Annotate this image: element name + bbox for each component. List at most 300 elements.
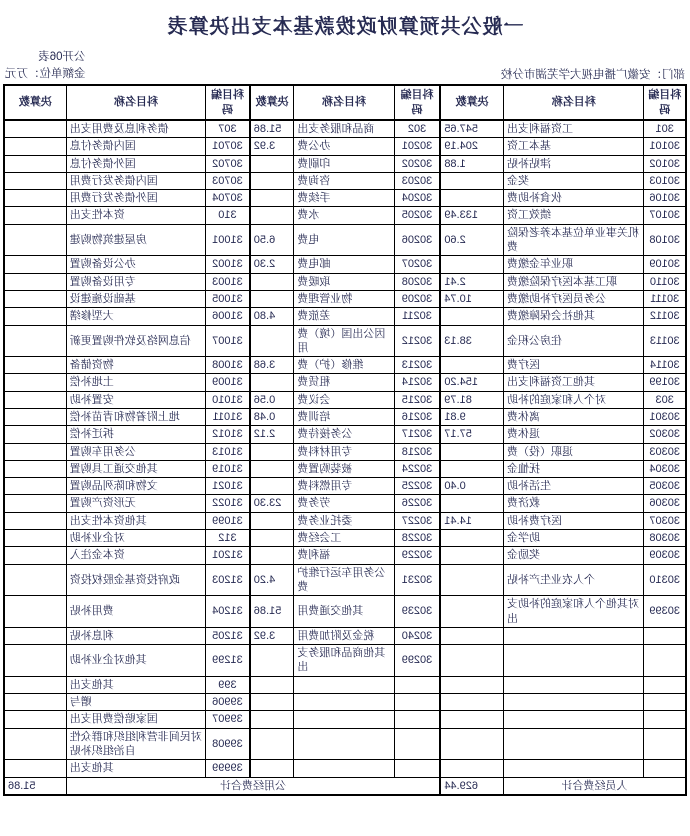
name-cell: 对其他个人和家庭的补助支出	[503, 596, 643, 628]
code-cell: 310	[206, 207, 250, 224]
code-cell: 31007	[206, 325, 250, 357]
value-cell: 2.12	[250, 426, 294, 443]
code-cell: 31005	[206, 290, 250, 307]
code-cell: 30304	[644, 460, 686, 477]
name-cell: 退休费	[503, 426, 643, 443]
name-cell: 其他支出	[66, 676, 205, 693]
name-cell: 培训费	[294, 408, 394, 425]
value-cell: 2.41	[440, 273, 503, 290]
value-cell: 4.20	[250, 564, 294, 596]
code-cell: 30302	[644, 426, 686, 443]
name-cell: 国外债务发行费用	[66, 190, 205, 207]
name-cell: 租赁费	[294, 374, 394, 391]
code-cell: 31201	[206, 547, 250, 564]
value-cell	[4, 711, 66, 728]
budget-table	[3, 84, 687, 795]
name-cell: 物资储备	[66, 357, 205, 374]
value-cell	[440, 190, 503, 207]
table-row	[4, 478, 686, 495]
name-cell: 水费	[294, 207, 394, 224]
code-cell: 30231	[394, 564, 440, 596]
name-cell: 公务员医疗补助缴费	[503, 290, 643, 307]
table-row	[4, 120, 686, 138]
name-cell: 其他工资福利支出	[503, 374, 643, 391]
code-cell: 30301	[644, 408, 686, 425]
value-cell	[250, 273, 294, 290]
value-cell	[440, 357, 503, 374]
table-row	[4, 728, 686, 760]
name-cell: 被装购置费	[294, 460, 394, 477]
name-cell: 咨询费	[294, 172, 394, 189]
code-cell: 301	[644, 120, 686, 138]
code-cell: 30702	[206, 155, 250, 172]
name-cell	[294, 676, 394, 693]
table-body	[4, 120, 686, 777]
table-row	[4, 273, 686, 290]
name-cell: 公务用车运行维护费	[294, 564, 394, 596]
table-row	[4, 325, 686, 357]
name-cell: 国内债务发行费用	[66, 172, 205, 189]
code-cell: 30240	[394, 627, 440, 644]
code-cell: 31009	[206, 374, 250, 391]
value-cell	[250, 155, 294, 172]
code-cell: 30228	[394, 530, 440, 547]
value-cell	[440, 547, 503, 564]
value-cell	[4, 207, 66, 224]
name-cell: 生活补助	[503, 478, 643, 495]
value-cell	[440, 760, 503, 777]
name-cell: 办公费	[294, 138, 394, 155]
table-row	[4, 155, 686, 172]
name-cell: 福利费	[294, 547, 394, 564]
code-cell: 30215	[394, 391, 440, 408]
name-cell: 因公出国（境）费用	[294, 325, 394, 357]
value-cell	[4, 290, 66, 307]
value-cell	[440, 627, 503, 644]
name-cell: 医疗费	[503, 357, 643, 374]
code-cell: 31002	[206, 256, 250, 273]
code-cell: 30207	[394, 256, 440, 273]
public-total-value: 51.86	[4, 777, 66, 795]
code-cell: 30106	[644, 190, 686, 207]
value-cell	[250, 190, 294, 207]
code-cell: 30309	[644, 547, 686, 564]
name-cell: 其他交通费用	[294, 596, 394, 628]
table-row	[4, 596, 686, 628]
value-cell: 133.49	[440, 207, 503, 224]
name-cell: 信息网络及软件购置更新	[66, 325, 205, 357]
name-cell: 税金及附加费用	[294, 627, 394, 644]
code-cell: 30310	[644, 564, 686, 596]
code-cell	[644, 627, 686, 644]
value-cell: 51.86	[250, 596, 294, 628]
code-cell: 30102	[644, 155, 686, 172]
name-cell: 职工基本医疗保险缴费	[503, 273, 643, 290]
code-cell	[394, 760, 440, 777]
value-cell	[250, 645, 294, 677]
name-cell: 退职（役）费	[503, 443, 643, 460]
value-cell	[250, 172, 294, 189]
table-row	[4, 512, 686, 529]
code-cell: 30214	[394, 374, 440, 391]
code-cell: 30217	[394, 426, 440, 443]
name-cell: 奖金	[503, 172, 643, 189]
column-header-name: 科目名称	[503, 85, 643, 120]
header-row	[4, 85, 686, 120]
code-cell: 30704	[206, 190, 250, 207]
column-header-amount: 决算数	[440, 85, 503, 120]
value-cell: 3.92	[250, 627, 294, 644]
name-cell: 债务利息及费用支出	[66, 120, 205, 138]
value-cell	[4, 547, 66, 564]
value-cell	[4, 627, 66, 644]
code-cell: 30112	[644, 308, 686, 325]
value-cell: 38.13	[440, 325, 503, 357]
code-cell: 30203	[394, 172, 440, 189]
value-cell	[250, 512, 294, 529]
code-cell: 30226	[394, 495, 440, 512]
code-cell: 30212	[394, 325, 440, 357]
table-row	[4, 357, 686, 374]
name-cell: 伙食补助费	[503, 190, 643, 207]
code-cell	[394, 676, 440, 693]
code-cell	[394, 728, 440, 760]
value-cell: 2.30	[250, 256, 294, 273]
value-cell	[250, 325, 294, 357]
code-cell: 30303	[644, 443, 686, 460]
value-cell	[4, 512, 66, 529]
column-header-code: 科目编码	[644, 85, 686, 120]
table-row	[4, 460, 686, 477]
name-cell: 职业年金缴费	[503, 256, 643, 273]
value-cell	[4, 728, 66, 760]
name-cell: 工资福利支出	[503, 120, 643, 138]
column-header-amount: 决算数	[4, 85, 66, 120]
value-cell	[4, 190, 66, 207]
value-cell	[4, 120, 66, 138]
value-cell	[250, 478, 294, 495]
value-cell	[4, 357, 66, 374]
department-label: 部门：安徽广播电视大学芜湖市分校	[501, 69, 685, 82]
name-cell: 大型修缮	[66, 308, 205, 325]
code-cell: 302	[394, 120, 440, 138]
value-cell	[4, 155, 66, 172]
code-cell: 30211	[394, 308, 440, 325]
value-cell	[440, 495, 503, 512]
value-cell	[440, 172, 503, 189]
table-row	[4, 207, 686, 224]
name-cell: 政府投资基金股权投资	[66, 564, 205, 596]
code-cell: 30206	[394, 224, 440, 256]
name-cell: 办公设备购置	[66, 256, 205, 273]
table-row	[4, 408, 686, 425]
name-cell: 助学金	[503, 530, 643, 547]
name-cell	[294, 760, 394, 777]
value-cell: 0.48	[250, 408, 294, 425]
code-cell: 31003	[206, 273, 250, 290]
code-cell: 30701	[206, 138, 250, 155]
name-cell	[503, 645, 643, 677]
code-cell: 30201	[394, 138, 440, 155]
name-cell: 委托业务费	[294, 512, 394, 529]
value-cell	[4, 224, 66, 256]
name-cell: 其他对企业补助	[66, 645, 205, 677]
value-cell	[4, 478, 66, 495]
code-cell: 31099	[206, 512, 250, 529]
table-row	[4, 645, 686, 677]
name-cell: 邮电费	[294, 256, 394, 273]
value-cell	[250, 711, 294, 728]
code-cell: 31019	[206, 460, 250, 477]
name-cell	[503, 676, 643, 693]
code-cell	[644, 760, 686, 777]
name-cell: 差旅费	[294, 308, 394, 325]
code-cell: 31022	[206, 495, 250, 512]
code-cell: 30101	[644, 138, 686, 155]
code-cell: 31203	[206, 564, 250, 596]
column-header-amount: 决算数	[250, 85, 294, 120]
value-cell	[4, 564, 66, 596]
column-header-code: 科目编码	[206, 85, 250, 120]
name-cell	[503, 711, 643, 728]
code-cell: 30703	[206, 172, 250, 189]
value-cell	[4, 391, 66, 408]
name-cell: 救济费	[503, 495, 643, 512]
code-cell: 31011	[206, 408, 250, 425]
code-cell: 30109	[644, 256, 686, 273]
name-cell: 住房公积金	[503, 325, 643, 357]
name-cell: 资本性支出	[66, 207, 205, 224]
name-cell: 绩效工资	[503, 207, 643, 224]
name-cell: 专用材料费	[294, 443, 394, 460]
value-cell	[4, 408, 66, 425]
value-cell: 1.88	[440, 155, 503, 172]
code-cell: 30213	[394, 357, 440, 374]
value-cell	[4, 426, 66, 443]
name-cell: 工会经费	[294, 530, 394, 547]
unit-label: 金额单位：万元	[5, 67, 86, 80]
code-cell: 307	[206, 120, 250, 138]
value-cell	[4, 460, 66, 477]
name-cell: 费用补贴	[66, 596, 205, 628]
name-cell: 专用设备购置	[66, 273, 205, 290]
name-cell: 维修（护）费	[294, 357, 394, 374]
code-cell: 30205	[394, 207, 440, 224]
name-cell: 专用燃料费	[294, 478, 394, 495]
table-row	[4, 172, 686, 189]
code-cell: 30299	[394, 645, 440, 677]
value-cell: 204.19	[440, 138, 503, 155]
name-cell	[294, 711, 394, 728]
value-cell	[250, 290, 294, 307]
table-row	[4, 694, 686, 711]
name-cell: 其他交通工具购置	[66, 460, 205, 477]
code-cell: 30306	[644, 495, 686, 512]
value-cell: 2.60	[440, 224, 503, 256]
table-row	[4, 443, 686, 460]
table-row	[4, 308, 686, 325]
name-cell	[503, 728, 643, 760]
table-row	[4, 627, 686, 644]
code-cell: 30239	[394, 596, 440, 628]
column-header-code: 科目编码	[394, 85, 440, 120]
name-cell: 其他商品和服务支出	[294, 645, 394, 677]
name-cell: 物业管理费	[294, 290, 394, 307]
value-cell	[440, 443, 503, 460]
value-cell: 154.20	[440, 374, 503, 391]
value-cell: 51.86	[250, 120, 294, 138]
code-cell: 39908	[206, 728, 250, 760]
value-cell	[250, 547, 294, 564]
name-cell: 印刷费	[294, 155, 394, 172]
code-cell: 31205	[206, 627, 250, 644]
name-cell: 文物和陈列品购置	[66, 478, 205, 495]
name-cell: 拆迁补偿	[66, 426, 205, 443]
code-cell: 39906	[206, 694, 250, 711]
table-row	[4, 391, 686, 408]
value-cell	[440, 676, 503, 693]
code-cell: 30202	[394, 155, 440, 172]
name-cell	[503, 694, 643, 711]
value-cell	[250, 443, 294, 460]
name-cell: 其他社会保障缴费	[503, 308, 643, 325]
column-header-name: 科目名称	[66, 85, 205, 120]
value-cell	[250, 728, 294, 760]
table-row	[4, 495, 686, 512]
table-row	[4, 564, 686, 596]
table-row	[4, 138, 686, 155]
name-cell: 离休费	[503, 408, 643, 425]
table-row	[4, 676, 686, 693]
value-cell: 0.40	[440, 478, 503, 495]
name-cell: 安置补助	[66, 391, 205, 408]
value-cell	[440, 728, 503, 760]
public-total-label: 公用经费合计	[66, 777, 440, 795]
name-cell: 医疗费补助	[503, 512, 643, 529]
page-title: 一般公共预算财政拨款基本支出决算表	[166, 16, 524, 38]
name-cell: 其他支出	[66, 760, 205, 777]
code-cell: 31021	[206, 478, 250, 495]
code-cell: 30227	[394, 512, 440, 529]
table-row	[4, 224, 686, 256]
value-cell	[440, 694, 503, 711]
value-cell	[440, 460, 503, 477]
table-row	[4, 190, 686, 207]
code-cell: 30103	[644, 172, 686, 189]
name-cell: 机关事业单位基本养老保险费	[503, 224, 643, 256]
column-header-name: 科目名称	[294, 85, 394, 120]
name-cell	[503, 627, 643, 644]
code-cell: 30225	[394, 478, 440, 495]
value-cell	[440, 256, 503, 273]
value-cell	[250, 676, 294, 693]
table-footer	[4, 777, 686, 795]
value-cell: 4.80	[250, 308, 294, 325]
name-cell: 国家赔偿费用支出	[66, 711, 205, 728]
name-cell: 对企业补助	[66, 530, 205, 547]
code-cell: 30216	[394, 408, 440, 425]
code-cell	[644, 728, 686, 760]
value-cell: 9.81	[440, 408, 503, 425]
name-cell: 基本工资	[503, 138, 643, 155]
code-cell: 399	[206, 676, 250, 693]
table-row	[4, 374, 686, 391]
name-cell: 商品和服务支出	[294, 120, 394, 138]
code-cell: 30113	[644, 325, 686, 357]
value-cell	[4, 645, 66, 677]
personnel-total-value: 629.44	[440, 777, 503, 795]
name-cell: 无形资产购置	[66, 495, 205, 512]
value-cell	[4, 308, 66, 325]
value-cell	[4, 172, 66, 189]
code-cell: 31204	[206, 596, 250, 628]
code-cell: 30305	[644, 478, 686, 495]
code-cell: 31006	[206, 308, 250, 325]
name-cell: 电费	[294, 224, 394, 256]
value-cell: 6.50	[250, 224, 294, 256]
value-cell: 3.92	[250, 138, 294, 155]
table-row	[4, 547, 686, 564]
code-cell: 30224	[394, 460, 440, 477]
value-cell	[440, 530, 503, 547]
code-cell: 312	[206, 530, 250, 547]
table-row	[4, 530, 686, 547]
value-cell	[440, 645, 503, 677]
value-cell: 57.17	[440, 426, 503, 443]
code-cell: 30209	[394, 290, 440, 307]
name-cell: 会议费	[294, 391, 394, 408]
table-row	[4, 760, 686, 777]
value-cell: 14.41	[440, 512, 503, 529]
code-cell	[644, 645, 686, 677]
value-cell	[250, 460, 294, 477]
value-cell	[4, 694, 66, 711]
name-cell: 取暖费	[294, 273, 394, 290]
value-cell	[440, 711, 503, 728]
code-cell: 31008	[206, 357, 250, 374]
table-row	[4, 426, 686, 443]
table-header	[4, 85, 686, 120]
value-cell	[250, 530, 294, 547]
table-row	[4, 290, 686, 307]
personnel-total-label: 人员经费合计	[503, 777, 686, 795]
code-cell: 30208	[394, 273, 440, 290]
meta-row	[5, 49, 685, 82]
code-cell: 30110	[644, 273, 686, 290]
name-cell: 奖励金	[503, 547, 643, 564]
totals-row	[4, 777, 686, 795]
name-cell: 劳务费	[294, 495, 394, 512]
name-cell	[294, 728, 394, 760]
table-code-label: 公开06表	[38, 51, 86, 63]
value-cell	[4, 325, 66, 357]
value-cell: 3.68	[250, 357, 294, 374]
name-cell: 公务用车购置	[66, 443, 205, 460]
name-cell: 其他资本性支出	[66, 512, 205, 529]
table-row	[4, 256, 686, 273]
code-cell: 31299	[206, 645, 250, 677]
name-cell: 资本金注入	[66, 547, 205, 564]
name-cell: 手续费	[294, 190, 394, 207]
name-cell: 抚恤金	[503, 460, 643, 477]
code-cell: 303	[644, 391, 686, 408]
code-cell: 31012	[206, 426, 250, 443]
meta-right-block	[5, 49, 86, 82]
code-cell	[394, 694, 440, 711]
value-cell	[250, 760, 294, 777]
value-cell	[4, 256, 66, 273]
code-cell: 31010	[206, 391, 250, 408]
